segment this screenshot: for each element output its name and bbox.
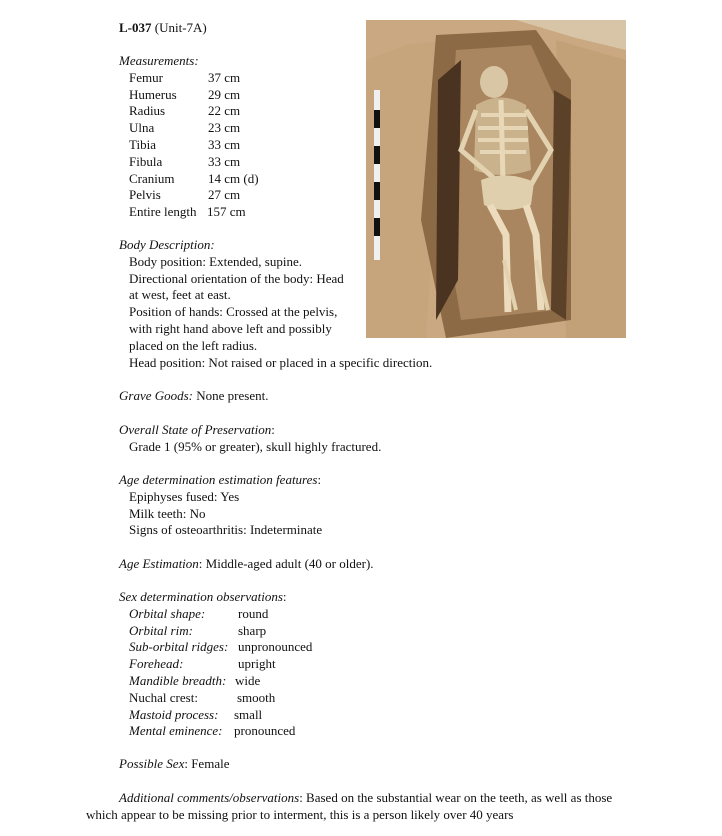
milk-teeth: Milk teeth: No — [129, 505, 206, 521]
measurement-row: Cranium 14 cm (d) — [129, 170, 259, 186]
measurement-row: Humerus 29 cm — [129, 86, 241, 102]
sex-observation-row: Orbital shape: round — [129, 605, 269, 621]
grave-goods-value: None present. — [193, 388, 269, 403]
sex-observation-row: Orbital rim: sharp — [129, 622, 267, 638]
comments-line-2: which appear to be missing prior to interment, this is a person likely over 40 years — [86, 806, 514, 822]
body-position: Body position: Extended, supine. — [129, 253, 302, 269]
measurement-row: Ulna 23 cm — [129, 120, 241, 136]
measurement-row: Fibula 33 cm — [129, 153, 241, 169]
measurement-row: Tibia 33 cm — [129, 136, 241, 152]
sex-observation-row: Forehead: upright — [129, 656, 276, 672]
sex-observation-row: Mental eminence: pronounced — [129, 723, 296, 739]
osteoarthritis: Signs of osteoarthritis: Indeterminate — [129, 522, 323, 538]
epiphyses-fused: Epiphyses fused: Yes — [129, 488, 240, 504]
measurement-row: Femur 37 cm — [129, 69, 241, 85]
sex-observation-row: Sub-orbital ridges: unpronounced — [129, 639, 313, 655]
preservation-value: Grade 1 (95% or greater), skull highly fractured. — [129, 438, 382, 454]
head-position: Head position: Not raised or placed in a specific direction. — [129, 354, 433, 370]
sex-observation-row: Mandible breadth: wide — [129, 672, 261, 688]
additional-comments — [86, 790, 646, 824]
orientation-line: Directional orientation of the body: Head — [129, 270, 344, 286]
measurement-row: Pelvis 27 cm — [129, 187, 241, 203]
measurements-heading: Measurements: — [119, 53, 199, 68]
burial-title — [119, 20, 207, 37]
age-estimation-value: : Middle-aged adult (40 or older). — [198, 556, 374, 571]
sex-observations-heading: Sex determination observations — [119, 589, 283, 604]
age-features-section: Age determination estimation features: Epiphyses fused: Yes Milk teeth: No Signs of osteoarthritis: Indeterminate — [119, 472, 323, 538]
orientation-line: at west, feet at east. — [129, 287, 231, 303]
unit-label: (Unit-7A) — [154, 20, 207, 35]
age-features-label: Age determination estimation features — [119, 472, 318, 487]
body-description-heading: Body Description: — [119, 237, 215, 252]
comments-label: Additional comments/observations — [119, 790, 300, 805]
measurement-row: Radius 22 cm — [129, 103, 241, 119]
measurement-row: Entire length 157 cm — [129, 204, 246, 220]
age-estimation — [119, 556, 374, 573]
measurements-section — [119, 53, 259, 221]
body-description-section — [119, 237, 432, 371]
preservation-label: Overall State of Preservation — [119, 422, 272, 437]
sex-observations-section: Sex determination observations: Orbital shape: round Orbital rim: sharp Sub-orbital ridges: unpronounced Forehead: upright Mandible breadth: wide Nuchal crest: smooth Mastoid process: small Mental eminence: pronounced — [119, 589, 313, 739]
sex-observation-row: Mastoid process: small — [129, 706, 263, 722]
preservation-section: Overall State of Preservation: Grade 1 (95% or greater), skull highly fractured. — [119, 422, 382, 454]
age-estimation-label: Age Estimation — [119, 556, 199, 571]
sex-observation-row: Nuchal crest: smooth — [129, 689, 276, 705]
hands-line: Position of hands: Crossed at the pelvis, — [129, 304, 338, 320]
hands-line: placed on the left radius. — [129, 337, 258, 353]
grave-goods — [119, 388, 268, 405]
possible-sex-value: : Female — [184, 756, 230, 771]
comments-line-1: : Based on the substantial wear on the teeth, as well as those — [299, 790, 613, 805]
grave-goods-label: Grave Goods: — [119, 388, 194, 403]
possible-sex-label: Possible Sex — [119, 756, 185, 771]
burial-id: L-037 — [119, 20, 152, 35]
hands-line: with right hand above left and possibly — [129, 320, 332, 336]
possible-sex — [119, 756, 229, 773]
